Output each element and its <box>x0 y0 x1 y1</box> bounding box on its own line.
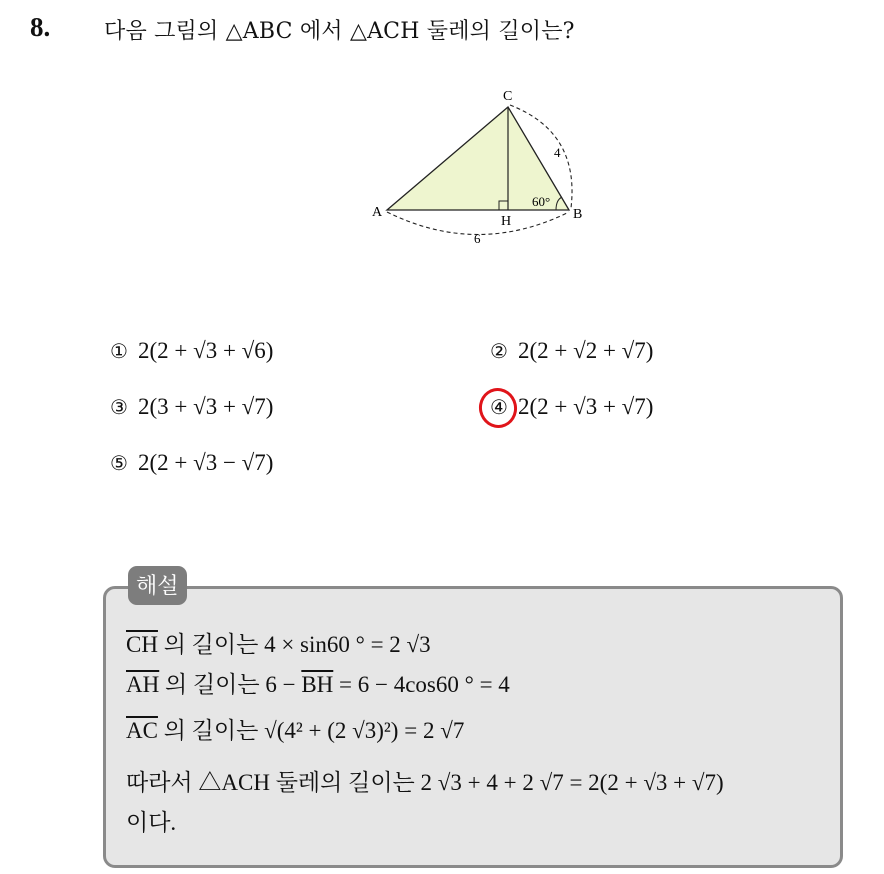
choice-2-text: 2(2 + √2 + √7) <box>517 338 654 363</box>
choice-1-mark: ① <box>110 339 128 363</box>
choice-2[interactable] <box>490 338 653 364</box>
choice-1-text: 2(2 + √3 + √6) <box>137 338 274 363</box>
angle-b-label: 60° <box>532 194 551 209</box>
choice-3-mark: ③ <box>110 395 128 419</box>
choice-5-mark: ⑤ <box>110 451 128 475</box>
side-ab-length: 6 <box>474 231 481 246</box>
triangle-figure <box>360 82 600 252</box>
segment-ac: $\overline{AC}$ <box>126 718 158 743</box>
solution-line-5: 이다. <box>126 810 177 835</box>
label-a: A <box>372 205 383 220</box>
segment-ch: $\overline{CH}$ <box>126 632 158 657</box>
side-cb-length: 4 <box>554 145 561 160</box>
choice-4-text: 2(2 + √3 + √7) <box>517 394 654 419</box>
selected-answer-circle <box>475 384 520 431</box>
question-number: 8. <box>30 12 51 42</box>
choice-3[interactable] <box>110 394 273 420</box>
choice-5-text: 2(2 + √3 − √7) <box>137 450 274 475</box>
segment-ah: $\overline{AH}$ <box>126 672 160 697</box>
solution-line-4: 따라서 △ACH 둘레의 길이는 2 √3 + 4 + 2 √7 = 2(2 + √3 + √7) <box>126 770 724 795</box>
choice-1[interactable] <box>110 338 273 364</box>
choice-2-mark: ② <box>490 339 508 363</box>
label-b: B <box>573 207 583 222</box>
label-h: H <box>501 214 512 229</box>
solution-line-2-text: 의 길이는 6 − <box>159 672 302 697</box>
question-text: 다음 그림의 △ABC 에서 △ACH 둘레의 길이는? <box>104 19 575 44</box>
solution-line-1-text: 의 길이는 4 × sin60 ° = 2 √3 <box>157 632 431 657</box>
label-c: C <box>503 89 513 104</box>
solution-line-3 <box>126 712 464 745</box>
solution-line-2 <box>126 666 510 699</box>
solution-line-2-text2: = 6 − 4cos60 ° = 4 <box>333 672 510 697</box>
solution-line-3-text: 의 길이는 √(4² + (2 √3)²) = 2 √7 <box>157 718 465 743</box>
segment-bh: $\overline{BH}$ <box>301 672 334 697</box>
choice-4-mark: ④ <box>490 395 508 419</box>
choice-3-text: 2(3 + √3 + √7) <box>137 394 274 419</box>
choice-5[interactable] <box>110 450 273 476</box>
solution-line-1 <box>126 626 431 659</box>
solution-tab: 해설 <box>128 566 187 605</box>
